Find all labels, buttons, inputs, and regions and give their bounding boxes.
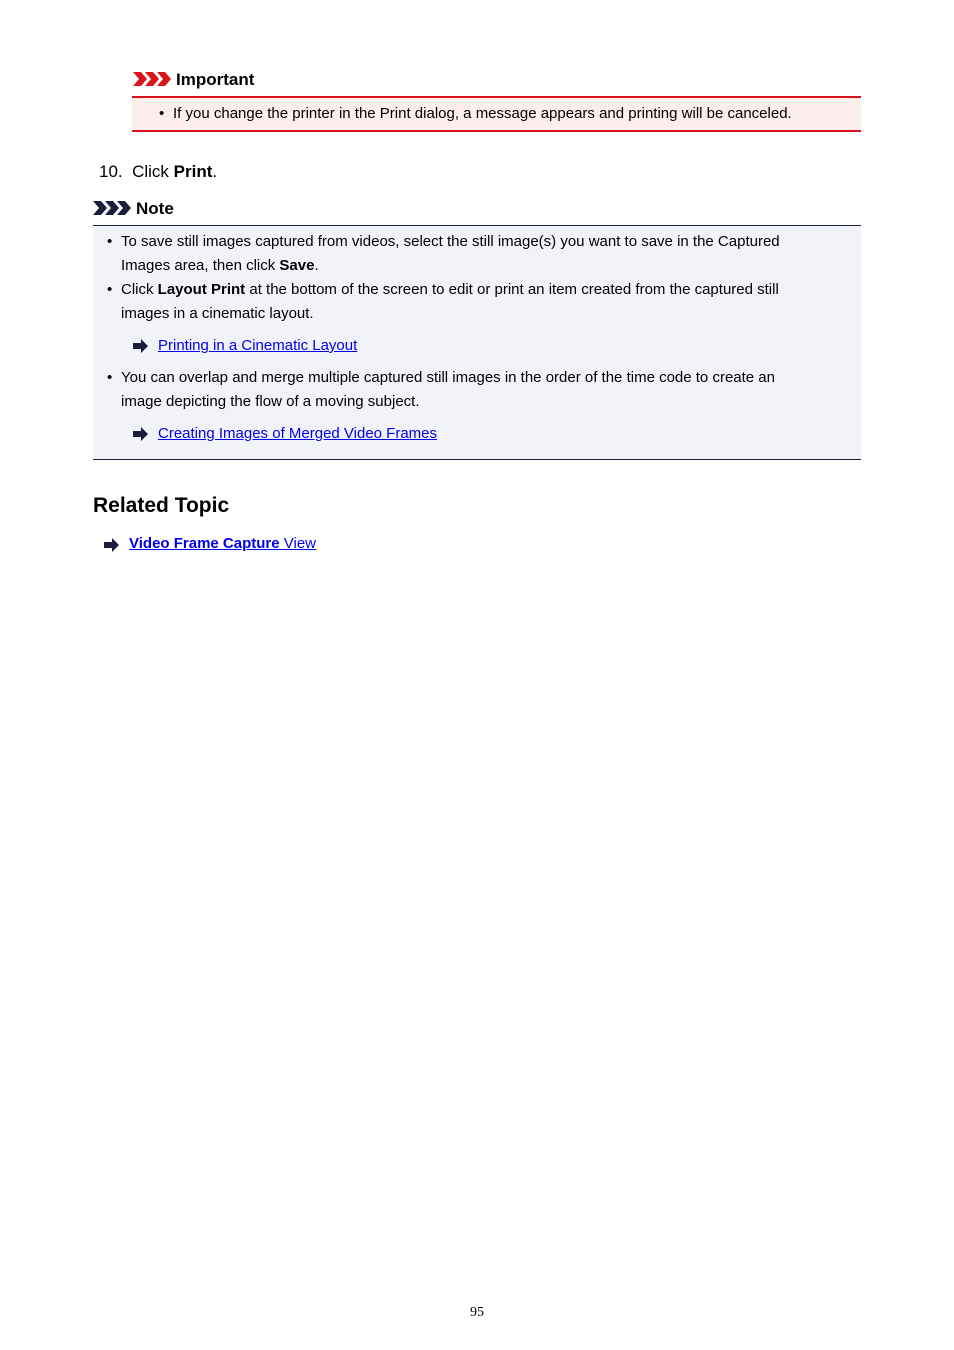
note-box: [93, 225, 861, 460]
bullet-icon: •: [107, 233, 113, 250]
bullet-icon: •: [159, 105, 165, 122]
link-cinematic-layout[interactable]: Printing in a Cinematic Layout: [158, 337, 358, 354]
note-item2-prefix: Click: [121, 281, 158, 298]
note-item1-line2-text: Images area, then click: [121, 257, 280, 274]
important-chevrons-icon: [133, 70, 173, 88]
note-item2-layout-print: Layout Print: [157, 281, 246, 298]
note-item3-line2: image depicting the flow of a moving subject.: [121, 393, 420, 410]
arrow-right-icon: [104, 538, 120, 552]
note-item2-line1: [121, 278, 779, 302]
note-header: [93, 199, 393, 219]
arrow-right-icon: [133, 427, 149, 441]
step-prefix: Click: [132, 162, 174, 181]
arrow-right-icon: [133, 339, 149, 353]
important-item: If you change the printer in the Print dialog, a message appears and printing will be canceled.: [173, 105, 792, 122]
bullet-icon: •: [107, 369, 113, 386]
link-bold-part[interactable]: Video Frame Capture: [129, 535, 280, 552]
link-video-frame-capture-view[interactable]: [129, 534, 316, 554]
note-item1-line2-suffix: .: [314, 257, 319, 274]
important-title: Important: [176, 70, 255, 89]
note-title: Note: [136, 199, 174, 218]
page-number: 95: [470, 1305, 484, 1320]
important-box: [132, 96, 861, 132]
note-chevrons-icon: [93, 199, 133, 217]
bullet-icon: •: [107, 281, 113, 298]
related-topic-heading: Related Topic: [93, 494, 230, 517]
note-item2-line2: images in a cinematic layout.: [121, 305, 314, 322]
step-suffix: .: [212, 162, 218, 181]
link-merged-video-frames[interactable]: Creating Images of Merged Video Frames: [158, 425, 438, 442]
link-rest-part[interactable]: View: [279, 535, 317, 552]
important-header: [133, 70, 533, 90]
note-item1-line1: To save still images captured from videos, select the still image(s) you want to save in the Captured: [121, 233, 780, 250]
note-item2-suffix: at the bottom of the screen to edit or print an item created from the captured still: [245, 281, 779, 298]
step-number: 10.: [99, 162, 123, 181]
note-item3-line1: You can overlap and merge multiple captured still images in the order of the time code to create an: [121, 369, 775, 386]
step-10: [99, 161, 217, 183]
note-item1-save: Save: [279, 257, 315, 274]
note-item1-line2: [121, 254, 319, 278]
step-bold: Print: [173, 162, 213, 181]
